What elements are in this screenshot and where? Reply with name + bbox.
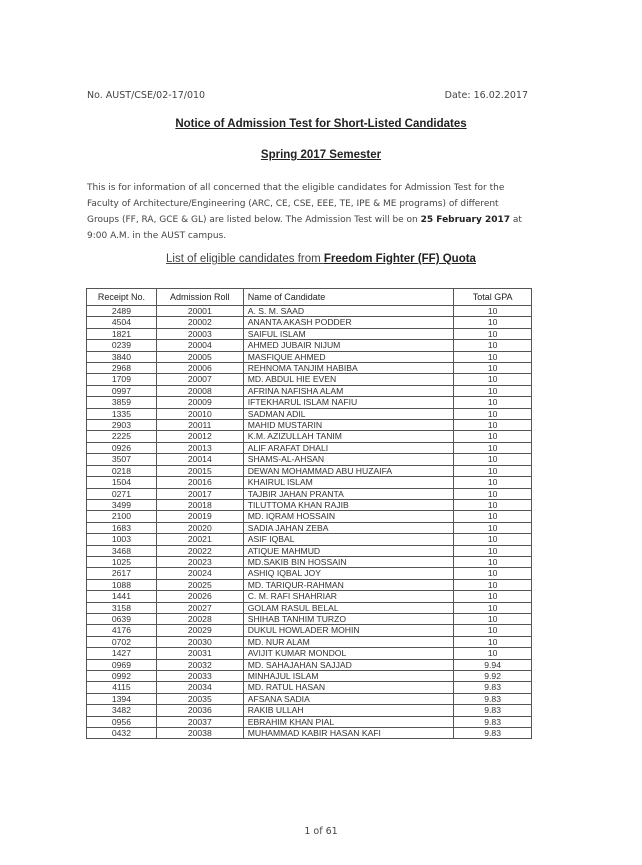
name-cell: IFTEKHARUL ISLAM NAFIU <box>243 397 454 408</box>
table-row <box>87 591 532 602</box>
name-cell: ASIF IQBAL <box>243 534 454 545</box>
gpa-cell: 10 <box>454 351 532 362</box>
name-cell: ATIQUE MAHMUD <box>243 545 454 556</box>
receipt-cell: 0702 <box>87 636 157 647</box>
roll-cell: 20010 <box>156 408 243 419</box>
name-cell: MD. NUR ALAM <box>243 636 454 647</box>
gpa-cell: 10 <box>454 568 532 579</box>
gpa-cell: 10 <box>454 511 532 522</box>
name-cell: AFRINA NAFISHA ALAM <box>243 385 454 396</box>
gpa-cell: 10 <box>454 442 532 453</box>
receipt-cell: 1683 <box>87 522 157 533</box>
table-row <box>87 511 532 522</box>
roll-cell: 20003 <box>156 328 243 339</box>
receipt-cell: 3158 <box>87 602 157 613</box>
receipt-cell: 1335 <box>87 408 157 419</box>
gpa-cell: 10 <box>454 499 532 510</box>
roll-cell: 20032 <box>156 659 243 670</box>
table-row <box>87 636 532 647</box>
roll-cell: 20004 <box>156 340 243 351</box>
roll-cell: 20025 <box>156 579 243 590</box>
table-row <box>87 705 532 716</box>
roll-cell: 20011 <box>156 420 243 431</box>
name-cell: TILUTTOMA KHAN RAJIB <box>243 499 454 510</box>
roll-cell: 20023 <box>156 556 243 567</box>
name-cell: MAHID MUSTARIN <box>243 420 454 431</box>
gpa-cell: 9.83 <box>454 693 532 704</box>
list-heading <box>0 253 642 265</box>
table-row <box>87 442 532 453</box>
name-cell: MD. ABDUL HIE EVEN <box>243 374 454 385</box>
gpa-cell: 10 <box>454 431 532 442</box>
table-row <box>87 351 532 362</box>
name-cell: AHMED JUBAIR NIJUM <box>243 340 454 351</box>
table-row <box>87 648 532 659</box>
receipt-cell: 0432 <box>87 728 157 739</box>
table-body <box>87 306 532 739</box>
receipt-cell: 3840 <box>87 351 157 362</box>
name-cell: A. S. M. SAAD <box>243 306 454 317</box>
gpa-cell: 10 <box>454 613 532 624</box>
name-cell: ALIF ARAFAT DHALI <box>243 442 454 453</box>
gpa-cell: 9.83 <box>454 705 532 716</box>
receipt-cell: 1441 <box>87 591 157 602</box>
notice-title: Notice of Admission Test for Short-Listed Candidates <box>175 118 467 130</box>
name-cell: MD. TARIQUR-RAHMAN <box>243 579 454 590</box>
gpa-cell: 10 <box>454 363 532 374</box>
table-row <box>87 716 532 727</box>
table-row <box>87 659 532 670</box>
gpa-cell: 10 <box>454 454 532 465</box>
table-row <box>87 477 532 488</box>
column-header-name: Name of Candidate <box>243 289 454 306</box>
name-cell: SHIHAB TANHIM TURZO <box>243 613 454 624</box>
receipt-cell: 1088 <box>87 579 157 590</box>
gpa-cell: 10 <box>454 385 532 396</box>
roll-cell: 20005 <box>156 351 243 362</box>
receipt-cell: 0218 <box>87 465 157 476</box>
receipt-cell: 4176 <box>87 625 157 636</box>
gpa-cell: 10 <box>454 306 532 317</box>
name-cell: MD. RATUL HASAN <box>243 682 454 693</box>
table-row <box>87 625 532 636</box>
table-row <box>87 682 532 693</box>
roll-cell: 20029 <box>156 625 243 636</box>
gpa-cell: 10 <box>454 465 532 476</box>
roll-cell: 20017 <box>156 488 243 499</box>
table-row <box>87 613 532 624</box>
name-cell: AVIJIT KUMAR MONDOL <box>243 648 454 659</box>
name-cell: MD.SAKIB BIN HOSSAIN <box>243 556 454 567</box>
gpa-cell: 10 <box>454 420 532 431</box>
intro-text-before: This is for information of all concerned that the eligible candidates for Admission Test for the Faculty of Architecture/Engineering (ARC, CE, CSE, EEE, TE, IPE & ME programs) of different Groups (FF, RA, GCE & GL) are listed below. The Admission Test will be on <box>87 183 505 225</box>
name-cell: REHNOMA TANJIM HABIBA <box>243 363 454 374</box>
name-cell: ANANTA AKASH PODDER <box>243 317 454 328</box>
roll-cell: 20019 <box>156 511 243 522</box>
roll-cell: 20024 <box>156 568 243 579</box>
name-cell: GOLAM RASUL BELAL <box>243 602 454 613</box>
table-row <box>87 374 532 385</box>
gpa-cell: 10 <box>454 488 532 499</box>
table-row <box>87 602 532 613</box>
gpa-cell: 10 <box>454 648 532 659</box>
gpa-cell: 10 <box>454 522 532 533</box>
gpa-cell: 9.83 <box>454 728 532 739</box>
roll-cell: 20002 <box>156 317 243 328</box>
roll-cell: 20038 <box>156 728 243 739</box>
table-row <box>87 420 532 431</box>
name-cell: MASFIQUE AHMED <box>243 351 454 362</box>
receipt-cell: 0271 <box>87 488 157 499</box>
roll-cell: 20014 <box>156 454 243 465</box>
receipt-cell: 3468 <box>87 545 157 556</box>
table-row <box>87 545 532 556</box>
roll-cell: 20007 <box>156 374 243 385</box>
gpa-cell: 10 <box>454 328 532 339</box>
table-row <box>87 499 532 510</box>
gpa-cell: 10 <box>454 579 532 590</box>
gpa-cell: 9.94 <box>454 659 532 670</box>
list-heading-prefix: List of eligible candidates from <box>166 253 324 265</box>
roll-cell: 20022 <box>156 545 243 556</box>
gpa-cell: 10 <box>454 317 532 328</box>
roll-cell: 20035 <box>156 693 243 704</box>
name-cell: AFSANA SADIA <box>243 693 454 704</box>
gpa-cell: 10 <box>454 591 532 602</box>
table-row <box>87 306 532 317</box>
roll-cell: 20012 <box>156 431 243 442</box>
receipt-cell: 2617 <box>87 568 157 579</box>
test-date: 25 February 2017 <box>420 215 511 225</box>
receipt-cell: 2968 <box>87 363 157 374</box>
roll-cell: 20033 <box>156 671 243 682</box>
receipt-cell: 2225 <box>87 431 157 442</box>
gpa-cell: 10 <box>454 397 532 408</box>
receipt-cell: 3507 <box>87 454 157 465</box>
receipt-cell: 3859 <box>87 397 157 408</box>
table-row <box>87 556 532 567</box>
name-cell: MINHAJUL ISLAM <box>243 671 454 682</box>
table-row <box>87 431 532 442</box>
column-header-roll: Admission Roll <box>156 289 243 306</box>
receipt-cell: 4115 <box>87 682 157 693</box>
name-cell: MD. IQRAM HOSSAIN <box>243 511 454 522</box>
name-cell: SADMAN ADIL <box>243 408 454 419</box>
table-row <box>87 579 532 590</box>
roll-cell: 20026 <box>156 591 243 602</box>
roll-cell: 20020 <box>156 522 243 533</box>
gpa-cell: 10 <box>454 545 532 556</box>
receipt-cell: 0639 <box>87 613 157 624</box>
gpa-cell: 10 <box>454 556 532 567</box>
receipt-cell: 3482 <box>87 705 157 716</box>
gpa-cell: 10 <box>454 625 532 636</box>
gpa-cell: 10 <box>454 636 532 647</box>
receipt-cell: 1427 <box>87 648 157 659</box>
roll-cell: 20034 <box>156 682 243 693</box>
receipt-cell: 3499 <box>87 499 157 510</box>
table-row <box>87 465 532 476</box>
receipt-cell: 2903 <box>87 420 157 431</box>
roll-cell: 20016 <box>156 477 243 488</box>
table-header-row <box>87 289 532 306</box>
name-cell: SAIFUL ISLAM <box>243 328 454 339</box>
roll-cell: 20015 <box>156 465 243 476</box>
receipt-cell: 1003 <box>87 534 157 545</box>
gpa-cell: 9.83 <box>454 716 532 727</box>
roll-cell: 20027 <box>156 602 243 613</box>
name-cell: KHAIRUL ISLAM <box>243 477 454 488</box>
roll-cell: 20037 <box>156 716 243 727</box>
gpa-cell: 10 <box>454 602 532 613</box>
table-row <box>87 363 532 374</box>
receipt-cell: 2100 <box>87 511 157 522</box>
roll-cell: 20018 <box>156 499 243 510</box>
receipt-cell: 0239 <box>87 340 157 351</box>
gpa-cell: 10 <box>454 408 532 419</box>
gpa-cell: 9.83 <box>454 682 532 693</box>
roll-cell: 20031 <box>156 648 243 659</box>
page-number: 1 of 61 <box>304 826 338 837</box>
table-row <box>87 488 532 499</box>
receipt-cell: 0956 <box>87 716 157 727</box>
table-row <box>87 408 532 419</box>
roll-cell: 20009 <box>156 397 243 408</box>
table-row <box>87 454 532 465</box>
roll-cell: 20028 <box>156 613 243 624</box>
receipt-cell: 1504 <box>87 477 157 488</box>
receipt-cell: 4504 <box>87 317 157 328</box>
table-row <box>87 728 532 739</box>
name-cell: TAJBIR JAHAN PRANTA <box>243 488 454 499</box>
intro-text-after: at 9:00 A.M. in the AUST campus. <box>87 215 522 241</box>
receipt-cell: 0926 <box>87 442 157 453</box>
column-header-receipt: Receipt No. <box>87 289 157 306</box>
roll-cell: 20006 <box>156 363 243 374</box>
roll-cell: 20036 <box>156 705 243 716</box>
semester-title: Spring 2017 Semester <box>260 149 382 161</box>
table-row <box>87 693 532 704</box>
quota-name: Freedom Fighter (FF) Quota <box>323 253 476 265</box>
name-cell: EBRAHIM KHAN PIAL <box>243 716 454 727</box>
name-cell: ASHIQ IQBAL JOY <box>243 568 454 579</box>
name-cell: MUHAMMAD KABIR HASAN KAFI <box>243 728 454 739</box>
gpa-cell: 9.92 <box>454 671 532 682</box>
table-row <box>87 397 532 408</box>
roll-cell: 20030 <box>156 636 243 647</box>
name-cell: DUKUL HOWLADER MOHIN <box>243 625 454 636</box>
receipt-cell: 1394 <box>87 693 157 704</box>
table-row <box>87 317 532 328</box>
column-header-gpa: Total GPA <box>454 289 532 306</box>
name-cell: SHAMS-AL-AHSAN <box>243 454 454 465</box>
gpa-cell: 10 <box>454 340 532 351</box>
reference-number: No. AUST/CSE/02-17/010 <box>87 90 206 101</box>
receipt-cell: 2489 <box>87 306 157 317</box>
gpa-cell: 10 <box>454 374 532 385</box>
name-cell: C. M. RAFI SHAHRIAR <box>243 591 454 602</box>
receipt-cell: 1709 <box>87 374 157 385</box>
roll-cell: 20013 <box>156 442 243 453</box>
roll-cell: 20021 <box>156 534 243 545</box>
receipt-cell: 1821 <box>87 328 157 339</box>
table-row <box>87 522 532 533</box>
receipt-cell: 0969 <box>87 659 157 670</box>
name-cell: RAKIB ULLAH <box>243 705 454 716</box>
receipt-cell: 0992 <box>87 671 157 682</box>
table-row <box>87 534 532 545</box>
gpa-cell: 10 <box>454 477 532 488</box>
table-row <box>87 340 532 351</box>
receipt-cell: 0997 <box>87 385 157 396</box>
notice-date: Date: 16.02.2017 <box>444 90 528 101</box>
name-cell: SADIA JAHAN ZEBA <box>243 522 454 533</box>
name-cell: MD. SAHAJAHAN SAJJAD <box>243 659 454 670</box>
table-row <box>87 568 532 579</box>
gpa-cell: 10 <box>454 534 532 545</box>
table-row <box>87 328 532 339</box>
roll-cell: 20008 <box>156 385 243 396</box>
table-row <box>87 385 532 396</box>
name-cell: K.M. AZIZULLAH TANIM <box>243 431 454 442</box>
name-cell: DEWAN MOHAMMAD ABU HUZAIFA <box>243 465 454 476</box>
receipt-cell: 1025 <box>87 556 157 567</box>
candidates-table <box>86 288 532 739</box>
intro-paragraph <box>87 180 532 244</box>
roll-cell: 20001 <box>156 306 243 317</box>
table-row <box>87 671 532 682</box>
